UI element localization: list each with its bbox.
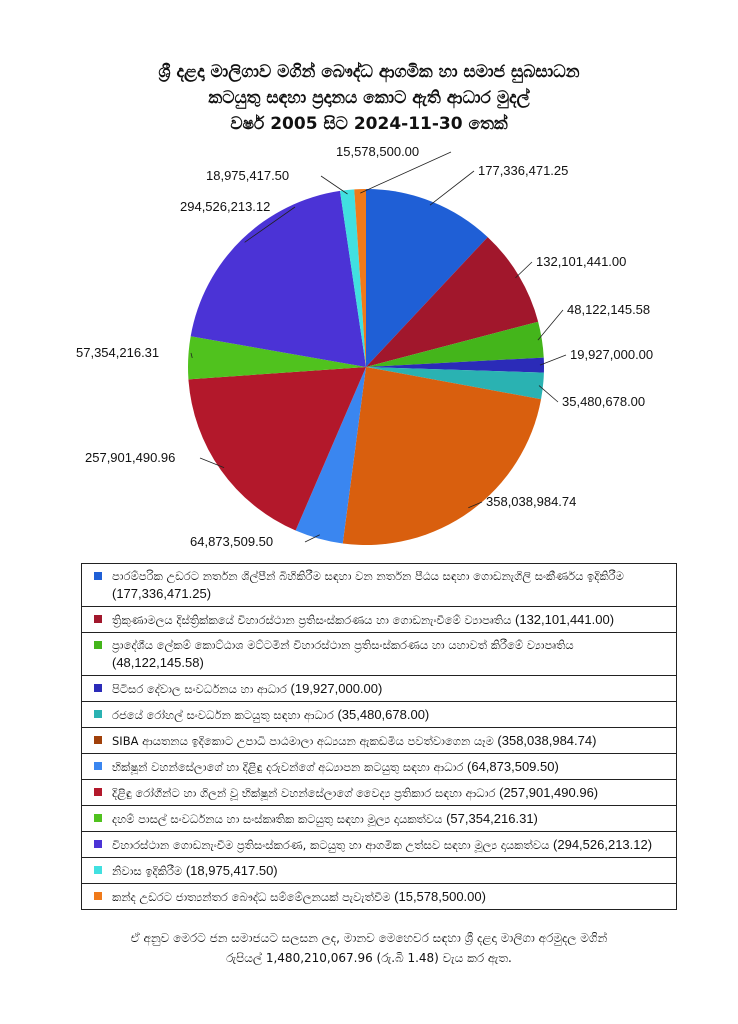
legend-value: (132,101,441.00) xyxy=(515,612,615,627)
legend-swatch xyxy=(94,762,102,770)
legend-text: නිවාස ඉදිකිරීම xyxy=(112,864,183,878)
legend-item xyxy=(82,780,676,806)
legend-swatch xyxy=(94,572,102,580)
legend-item xyxy=(82,702,676,728)
legend-value: (257,901,490.96) xyxy=(499,785,599,800)
legend-swatch xyxy=(94,710,102,718)
slice-value-label: 19,927,000.00 xyxy=(570,347,654,362)
legend-value: (64,873,509.50) xyxy=(467,759,559,774)
pie-slice xyxy=(191,191,366,367)
legend-box xyxy=(81,563,677,910)
legend-text: භික්ෂූන් වහන්සේලාගේ හා දිළිඳු දරුවන්ගේ අධ්‍යාපන කටයුතු සඳහා ආධාර xyxy=(112,760,464,774)
legend-text: රජයේ රෝහල් සංවර්ධන කටයුතු සඳහා ආධාර xyxy=(112,708,334,722)
legend-text: කන්ද උඩරට ජාත්‍යන්තර බෞද්ධ සම්මේලනයක් පැවැත්වීම xyxy=(112,890,391,904)
legend-value: (19,927,000.00) xyxy=(290,681,383,696)
slice-value-label: 57,354,216.31 xyxy=(76,345,160,360)
legend-value: (35,480,678.00) xyxy=(337,707,430,722)
slice-value-label: 132,101,441.00 xyxy=(536,254,627,269)
leader-line xyxy=(538,310,563,340)
legend-swatch xyxy=(94,684,102,692)
leader-line xyxy=(430,171,474,205)
legend-text: පිටිසර දේවාල සංවර්ධනය හා ආධාර xyxy=(112,682,287,696)
footer-line-1: ඒ අනුව මෙරට ජන සමාජයට සලසන ලද, මානව මෙහෙවර සඳහා ශ්‍රී දළදා මාලිගා අරමුදල මගින් xyxy=(130,931,608,945)
slice-value-label: 35,480,678.00 xyxy=(562,394,646,409)
legend-value: (18,975,417.50) xyxy=(185,863,278,878)
legend-swatch xyxy=(94,840,102,848)
legend-swatch xyxy=(94,866,102,874)
legend-swatch xyxy=(94,788,102,796)
slice-value-label: 257,901,490.96 xyxy=(85,450,176,465)
legend-text: විහාරස්ථාන ගොඩනැංවීම ප්‍රතිසංස්කරණ, කටයුතු හා ආගමික උත්සව සඳහා මූල්‍ය දායකත්වය xyxy=(112,838,550,852)
pie-chart xyxy=(0,140,738,560)
slice-value-label: 358,038,984.74 xyxy=(486,494,577,509)
legend-value: (57,354,216.31) xyxy=(446,811,538,826)
leader-line xyxy=(321,176,348,194)
legend-swatch xyxy=(94,641,102,649)
legend-text: දිළිඳු රෝගීන්ට හා ගිලන් වූ භික්ෂූන් වහන්සේලාගේ වෛද්‍ය ප්‍රතිකාර සඳහා ආධාර xyxy=(112,786,496,800)
footer-note xyxy=(60,928,678,968)
legend-value: (48,122,145.58) xyxy=(112,655,204,670)
legend-swatch xyxy=(94,814,102,822)
legend-item xyxy=(82,633,676,676)
legend-item xyxy=(82,607,676,633)
legend-item xyxy=(82,728,676,754)
legend-value: (177,336,471.25) xyxy=(112,586,212,601)
legend-value: (15,578,500.00) xyxy=(394,889,486,904)
chart-title-line-2: කටයුතු සඳහා ප්‍රදානය කොට ඇති ආධාර මුදල් xyxy=(208,88,530,108)
legend-item xyxy=(82,884,676,909)
legend-item xyxy=(82,832,676,858)
leader-line xyxy=(515,262,532,278)
legend-value: (294,526,213.12) xyxy=(553,837,653,852)
slice-value-label: 18,975,417.50 xyxy=(206,168,290,183)
legend-text: SIBA ආයතනය ඉදිකොට උපාධි පාඨමාලා අධ්‍යයන ඇකඩමිය පවත්වාගෙන යෑම xyxy=(112,734,494,748)
legend-item xyxy=(82,754,676,780)
chart-title-line-1: ශ්‍රී දළදා මාලිගාව මගින් බෞද්ධ ආගමික හා සමාජ සුබසාධන xyxy=(158,62,580,82)
legend-text: ප්‍රාදේශීය ලේකම් කොට්ඨාශ මට්ටමින් විහාරස්ථාන ප්‍රතිසංස්කරණය හා යහාවත් කිරීමේ ව්‍යාපෘතිය xyxy=(112,638,574,652)
slice-value-label: 177,336,471.25 xyxy=(478,163,569,178)
legend-swatch xyxy=(94,615,102,623)
legend-text: පාරම්පරික උඩරට නර්තන ශිල්පීන් බිහිකිරීම සඳහා වන නර්තන පීඨය සඳහා ගොඩනැගිලි සංකීර්ණය ඉදිකිරීම xyxy=(112,569,624,583)
leader-line xyxy=(540,355,566,365)
legend-value: (358,038,984.74) xyxy=(497,733,597,748)
legend-item xyxy=(82,806,676,832)
legend-item xyxy=(82,676,676,702)
slice-value-label: 15,578,500.00 xyxy=(336,144,420,159)
legend-item xyxy=(82,564,676,607)
slice-value-label: 294,526,213.12 xyxy=(180,199,271,214)
slice-value-label: 64,873,509.50 xyxy=(190,534,274,549)
legend-text: දහම් පාසල් සංවර්ධනය හා සංස්කෘතික කටයුතු සඳහා මූල්‍ය දායකත්වය xyxy=(112,812,443,826)
legend-swatch xyxy=(94,736,102,744)
slice-value-label: 48,122,145.58 xyxy=(567,302,651,317)
chart-title-line-3: වර්ෂ 2005 සිට 2024-11-30 තෙක් xyxy=(230,114,508,134)
legend-item xyxy=(82,858,676,884)
footer-line-2: රුපියල් 1,480,210,067.96 (රු.බි 1.48) වැය කර ඇත. xyxy=(226,951,512,965)
legend-swatch xyxy=(94,892,102,900)
legend-text: ත්‍රිකුණාමලය දිස්ත්‍රික්කයේ විහාරස්ථාන ප්‍රතිසංස්කරණය හා ගොඩනැංවීමේ ව්‍යාපෘතිය xyxy=(112,613,512,627)
